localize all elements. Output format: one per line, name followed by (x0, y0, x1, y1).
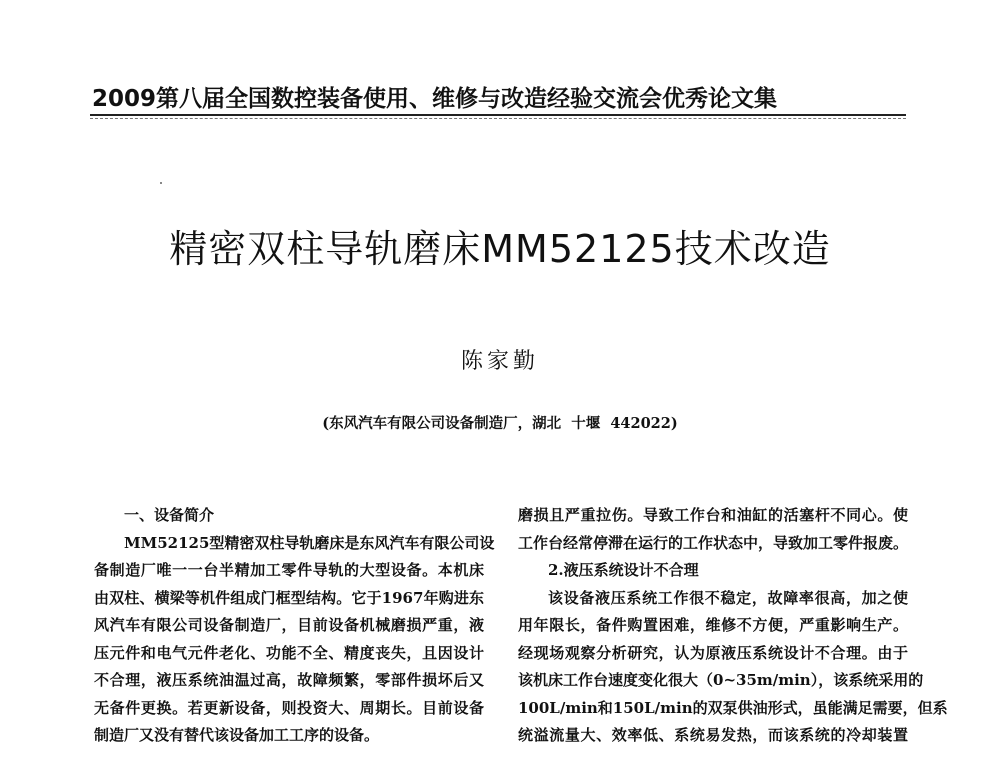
header-rule (90, 114, 906, 116)
body-line: 100L/min和150L/min的双泵供油形式，虽能满足需要，但系 (518, 698, 948, 717)
author-affiliation: (东风汽车有限公司设备制造厂，湖北 十堰 442022) (322, 415, 678, 432)
left-column (94, 502, 495, 750)
body-line: 该机床工作台速度变化很大（0~35m/min），该系统采用的 (518, 671, 924, 689)
section-heading: 一、设备简介 (124, 506, 215, 524)
body-line: 统溢流量大、效率低、系统易发热，而该系统的冷却装置 (518, 726, 908, 744)
subsection-heading: 2.液压系统设计不合理 (548, 561, 699, 579)
author-name: 陈家勤 (460, 349, 539, 374)
body-line: 工作台经常停滞在运行的工作状态中，导致加工零件报废。 (518, 533, 909, 552)
body-line: 由双柱、横梁等机件组成门框型结构。它于1967年购进东 (94, 588, 484, 607)
body-line: MM52125型精密双柱导轨磨床是东风汽车有限公司设 (124, 533, 495, 552)
scan-speck (160, 182, 162, 184)
body-line: 用年限长，备件购置困难，维修不方便，严重影响生产。 (518, 616, 908, 634)
body-line: 制造厂又没有替代该设备加工工序的设备。 (94, 726, 380, 744)
header-rule-secondary (90, 118, 906, 119)
body-line: 不合理，液压系统油温过高，故障频繁，零部件损坏后又 (94, 671, 484, 689)
body-line: 压元件和电气元件老化、功能不全、精度丧失，且因设计 (94, 643, 484, 662)
body-line: 备制造厂唯一一台半精加工零件导轨的大型设备。本机床 (94, 561, 484, 579)
body-line: 磨损且严重拉伤。导致工作台和油缸的活塞杆不同心。使 (518, 506, 908, 524)
right-column (518, 502, 948, 750)
running-header: 2009第八届全国数控装备使用、维修与改造经验交流会优秀论文集 (92, 86, 778, 112)
body-line: 经现场观察分析研究，认为原液压系统设计不合理。由于 (518, 643, 908, 662)
body-line: 无备件更换。若更新设备，则投资大、周期长。目前设备 (94, 698, 484, 717)
paper-title: 精密双柱导轨磨床MM52125技术改造 (169, 227, 831, 271)
body-line: 风汽车有限公司设备制造厂，目前设备机械磨损严重，液 (94, 616, 484, 634)
body-line: 该设备液压系统工作很不稳定，故障率很高，加之使 (548, 588, 908, 607)
